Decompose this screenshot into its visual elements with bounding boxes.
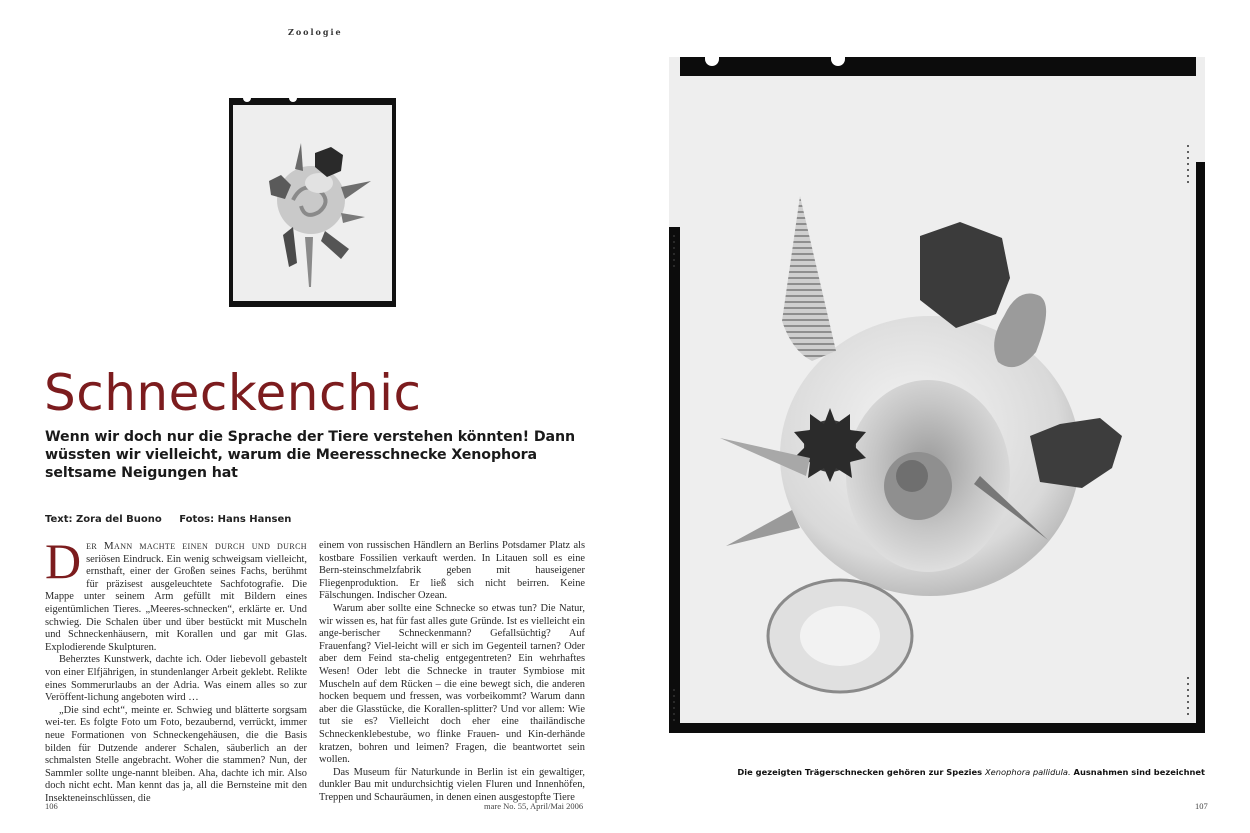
credits: [45, 514, 305, 525]
caption-species: Xenophora pallidula.: [984, 767, 1071, 777]
photo-caption: [737, 767, 1205, 777]
photo-area: [233, 105, 392, 301]
body-column-1: [45, 533, 307, 805]
film-edge: [669, 57, 680, 227]
small-shell-photo: [229, 98, 396, 307]
body-paragraph: Das Museum für Naturkunde in Berlin ist ein gewaltiger, dunkler Bau mit undurchsichtig vielen Fluren und Innenhöfen, Treppen und Schauräumen, in denen einen ausgestopfte Tiere: [319, 766, 585, 803]
film-notch: [243, 96, 251, 102]
body-column-2: [319, 540, 585, 804]
perforation-marks: [673, 235, 675, 267]
shell-illustration-small: [233, 105, 392, 301]
body-paragraph: [45, 533, 307, 654]
page-number-right: 107: [1195, 801, 1208, 811]
film-edge: [1196, 57, 1205, 162]
body-paragraph: Warum aber sollte eine Schnecke so etwas tun? Die Natur, wir wissen es, hat für fast alles gute Gründe. Ist es vielleicht ein ange-berischer Schneckenmann? Gefallsüchtig? Auf Frauenfang? Viel-leicht will er sich im Gegenteil tarnen? Oder aber dem Feind sta-chelig entgegentreten? Ein wehrhaftes Wesen! Oder lebt die Schnecke in trauter Symbiose mit Muscheln auf dem Rücken – die eine bewegt sich, die anderen hocken bequem und fressen, was vorbeikommt? Warum dann aber die Glasstücke, die Korallen-splitter? Und vor allem: Wie tut sie es? Vielleicht doch eher eine thailändische Schneckenklebestube, wo flinke Frauen- und Kin-derhände kratzen, bohren und leimen? Fragen, die beantwortet sein wollen.: [319, 602, 585, 766]
perforation-marks: [1187, 677, 1189, 715]
caption-text: Ausnahmen sind bezeichnet: [1070, 767, 1205, 777]
article-subtitle: Wenn wir doch nur die Sprache der Tiere verstehen könnten! Dann wüssten wir vielleicht, warum die Meeresschnecke Xenophora seltsame Neigungen hat: [45, 429, 575, 481]
issue-line: mare No. 55, April/Mai 2006: [484, 801, 584, 811]
film-notch: [705, 57, 719, 66]
perforation-marks: [673, 689, 675, 721]
body-paragraph: Beherztes Kunstwerk, dachte ich. Oder liebevoll gebastelt von einer Elfjährigen, in stundenlanger Arbeit geklebt. Relikte eines Sommerurlaubs an der Adria. Was einem alles so zur Veröffent-lichung angeboten wird …: [45, 654, 307, 704]
body-paragraph: einem von russischen Händlern an Berlins Potsdamer Platz als kostbare Fossilien verkauft werden. In Litauen soll es eine Bern-steinschmelzfabrik geben mit hauseigener Fliegenproduktion. Er ließ sich nicht beirren. Keine Fälschungen. Indischer Ozean.: [319, 540, 585, 602]
right-page: [625, 0, 1250, 833]
body-paragraph: „Die sind echt“, meinte er. Schwieg und blätterte sorgsam wei-ter. Es folgte Foto um Foto, bezaubernd, verrückt, immer neue Formationen von Schneckengehäusen, die die Basis bilden für Dutzende anderer Schalen, säuberlich an der schmalsten Stelle angebracht. Woher die stammen? Nun, der Sammler sollte unge-nannt bleiben. Aha, dachte ich mir. Also doch nicht echt. Man kennt das ja, all die Bernsteine mit den Insekteneinschlüssen, die: [45, 704, 307, 804]
lead-in-smallcaps: er Mann machte einen durch und durch: [86, 540, 307, 552]
article-title: Schneckenchic: [44, 364, 422, 422]
film-notch: [831, 57, 845, 66]
photo-area: [680, 76, 1196, 723]
perforation-marks: [1187, 145, 1189, 183]
drop-cap: D: [45, 533, 82, 589]
author-credit: Text: Zora del Buono: [45, 514, 162, 525]
paragraph-text: seriösen Eindruck. Ein wenig schweigsam vielleicht, ernsthaft, einer der Großen seines Fachs, berühmt für präzisest ausgeleuchtete Sachfotografie. Die Mappe unter seinem Arm gefüllt mit Bildern eines eigentümlichen Tieres. „Meeres-schnecken“, erklärte er. Und schwieg. Die Schalen über und über bestückt mit Muscheln und Schneckenhäusern, mit Korallen und gar mit Glas. Explodierende Skulpturen.: [45, 553, 307, 653]
photo-credit: Fotos: Hans Hansen: [179, 514, 292, 525]
caption-text: Die gezeigten Trägerschnecken gehören zur Spezies: [737, 767, 985, 777]
section-rubric: Zoologie: [288, 27, 343, 37]
large-shell-photo: [669, 57, 1205, 733]
shell-illustration-large: [680, 76, 1196, 723]
page-number-left: 106: [45, 801, 58, 811]
film-notch: [289, 96, 297, 102]
